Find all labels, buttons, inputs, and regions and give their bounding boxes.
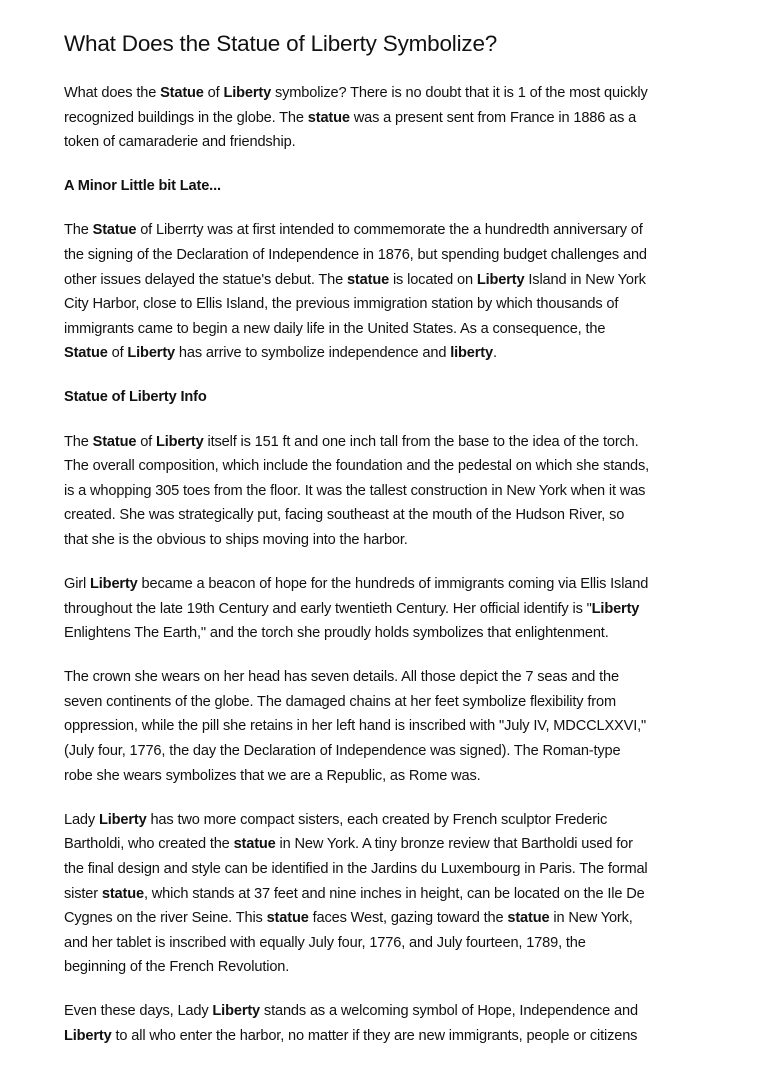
document-page <box>64 29 724 1068</box>
text-run: is located on <box>389 271 477 288</box>
text-line <box>64 317 724 342</box>
text-line <box>64 385 724 410</box>
text-run: of <box>203 85 224 101</box>
text-line <box>64 572 724 597</box>
bold-keyword: Liberty <box>90 576 138 592</box>
text-run: The crown she wears on her head has seven details. All those depict the 7 seas and the <box>64 669 619 686</box>
paragraph <box>64 572 724 646</box>
text-run: Lady <box>64 811 99 828</box>
text-run: in New York, <box>549 910 633 927</box>
bold-keyword: Statue <box>92 222 137 239</box>
text-line <box>64 931 724 956</box>
text-line <box>64 1024 724 1049</box>
text-line <box>64 106 724 131</box>
text-run: oppression, while the pill she retains in her left hand is inscribed with "July IV, MDCCLXXVI," <box>64 718 647 735</box>
text-run: symbolize? There is no doubt that it is 1 of the most quickly <box>271 85 648 101</box>
document-title: What Does the Statue of Liberty Symbolize? <box>64 31 498 56</box>
text-run: has arrive to symbolize independence and <box>175 345 451 362</box>
text-line <box>64 292 724 317</box>
text-run: Even these days, Lady <box>64 1003 213 1020</box>
text-line <box>64 174 724 199</box>
text-line <box>64 479 724 504</box>
text-line <box>64 130 724 155</box>
bold-keyword: Statue <box>92 433 137 450</box>
bold-keyword: statue <box>101 885 144 902</box>
text-run: in New York. A tiny bronze review that Bartholdi used for <box>275 836 633 853</box>
text-line <box>64 243 724 268</box>
bold-keyword: Liberty <box>98 811 147 828</box>
text-line <box>64 714 724 739</box>
text-line <box>64 764 724 789</box>
text-line <box>64 857 724 882</box>
bold-keyword: Statue <box>64 345 108 362</box>
text-run: stands as a welcoming symbol of Hope, Independence and <box>260 1003 638 1020</box>
bold-keyword: Liberty <box>127 345 175 362</box>
bold-keyword: Liberty <box>223 85 272 101</box>
paragraph <box>64 81 724 155</box>
bold-keyword: Liberty <box>591 600 640 617</box>
text-run: (July four, 1776, the day the Declaration of Independence was signed). The Roman-type <box>64 743 621 760</box>
text-run: . <box>492 345 497 362</box>
text-line <box>64 597 724 622</box>
text-line <box>64 341 724 366</box>
text-run: The <box>64 433 93 450</box>
paragraph <box>64 665 724 788</box>
text-run: Bartholdi, who created the <box>64 836 234 853</box>
bold-keyword: liberty <box>450 345 493 362</box>
bold-keyword: statue <box>346 271 390 288</box>
text-run: other issues delayed the statue's debut. The <box>64 271 347 288</box>
text-run: Cygnes on the river Seine. This <box>64 910 267 927</box>
text-line <box>64 268 724 293</box>
text-line <box>64 503 724 528</box>
text-run: Island in New York <box>524 271 646 288</box>
text-run: The overall composition, which include the foundation and the pedestal on which she stands, <box>64 458 650 475</box>
text-run: of <box>136 433 156 450</box>
text-run: of Liberrty was at first intended to commemorate the a hundredth anniversary of <box>136 222 643 239</box>
text-run: to all who enter the harbor, no matter if they are new immigrants, people or citizens <box>111 1028 638 1044</box>
text-line <box>64 882 724 907</box>
text-run: itself is 151 ft and one inch tall from the base to the idea of the torch. <box>203 433 639 450</box>
bold-keyword: statue <box>233 836 276 853</box>
text-run: of <box>107 345 128 362</box>
text-run: Enlightens The Earth," and the torch she proudly holds symbolizes that enlightenment. <box>64 625 609 642</box>
text-line <box>64 454 724 479</box>
text-run: that she is the obvious to ships moving into the harbor. <box>64 531 408 548</box>
bold-keyword: Liberty <box>64 1028 112 1044</box>
bold-keyword: Statue <box>160 85 204 101</box>
text-run: seven continents of the globe. The damaged chains at her feet symbolize flexibility from <box>64 693 616 710</box>
text-line <box>64 81 724 106</box>
bold-keyword: Liberty <box>476 271 525 288</box>
text-line <box>64 690 724 715</box>
section-heading <box>64 174 724 199</box>
text-run: the final design and style can be identified in the Jardins du Luxembourg in Paris. The formal <box>64 860 648 877</box>
text-run: token of camaraderie and friendship. <box>64 134 296 151</box>
bold-keyword: statue <box>507 910 550 927</box>
paragraph <box>64 430 724 553</box>
bold-keyword: A Minor Little bit Late... <box>64 178 221 195</box>
text-line <box>64 906 724 931</box>
text-run: the signing of the Declaration of Independence in 1876, but spending budget challenges and <box>64 246 647 263</box>
text-line <box>64 955 724 980</box>
text-run: has two more compact sisters, each created by French sculptor Frederic <box>146 811 608 828</box>
text-run: City Harbor, close to Ellis Island, the previous immigration station by which thousands of <box>64 296 619 313</box>
text-line <box>64 430 724 455</box>
text-run: became a beacon of hope for the hundreds of immigrants coming via Ellis Island <box>137 576 649 592</box>
text-line <box>64 999 724 1024</box>
paragraph <box>64 999 724 1048</box>
text-run: is a whopping 305 toes from the floor. It was the tallest construction in New York when it was <box>64 482 646 499</box>
text-line <box>64 528 724 553</box>
paragraph <box>64 808 724 980</box>
text-run: faces West, gazing toward the <box>308 910 508 927</box>
text-run: robe she wears symbolizes that we are a Republic, as Rome was. <box>64 767 481 784</box>
text-run: Girl <box>64 576 91 592</box>
text-run: and her tablet is inscribed with equally July four, 1776, and July fourteen, 1789, the <box>64 934 586 951</box>
text-line <box>64 808 724 833</box>
text-run: What does the <box>64 85 161 101</box>
document-body <box>64 81 724 1049</box>
bold-keyword: statue <box>266 910 309 927</box>
text-line <box>64 665 724 690</box>
text-line <box>64 832 724 857</box>
text-run: The <box>64 222 93 239</box>
text-run: created. She was strategically put, facing southeast at the mouth of the Hudson River, so <box>64 507 625 524</box>
bold-keyword: Liberty <box>212 1003 261 1020</box>
text-line <box>64 621 724 646</box>
text-line <box>64 739 724 764</box>
text-run: sister <box>64 885 102 902</box>
text-run: recognized buildings in the globe. The <box>64 109 308 126</box>
bold-keyword: Liberty <box>156 433 204 450</box>
text-run: throughout the late 19th Century and early twentieth Century. Her official identify is " <box>64 600 592 617</box>
text-line <box>64 218 724 243</box>
text-run: immigrants came to begin a new daily life in the United States. As a consequence, the <box>64 320 606 337</box>
paragraph <box>64 218 724 366</box>
bold-keyword: statue <box>307 109 350 126</box>
bold-keyword: Statue of Liberty Info <box>64 389 207 406</box>
text-run: beginning of the French Revolution. <box>64 959 290 976</box>
text-run: , which stands at 37 feet and nine inches in height, can be located on the Ile De <box>143 885 645 902</box>
section-heading <box>64 385 724 410</box>
text-run: was a present sent from France in 1886 as a <box>349 109 637 126</box>
